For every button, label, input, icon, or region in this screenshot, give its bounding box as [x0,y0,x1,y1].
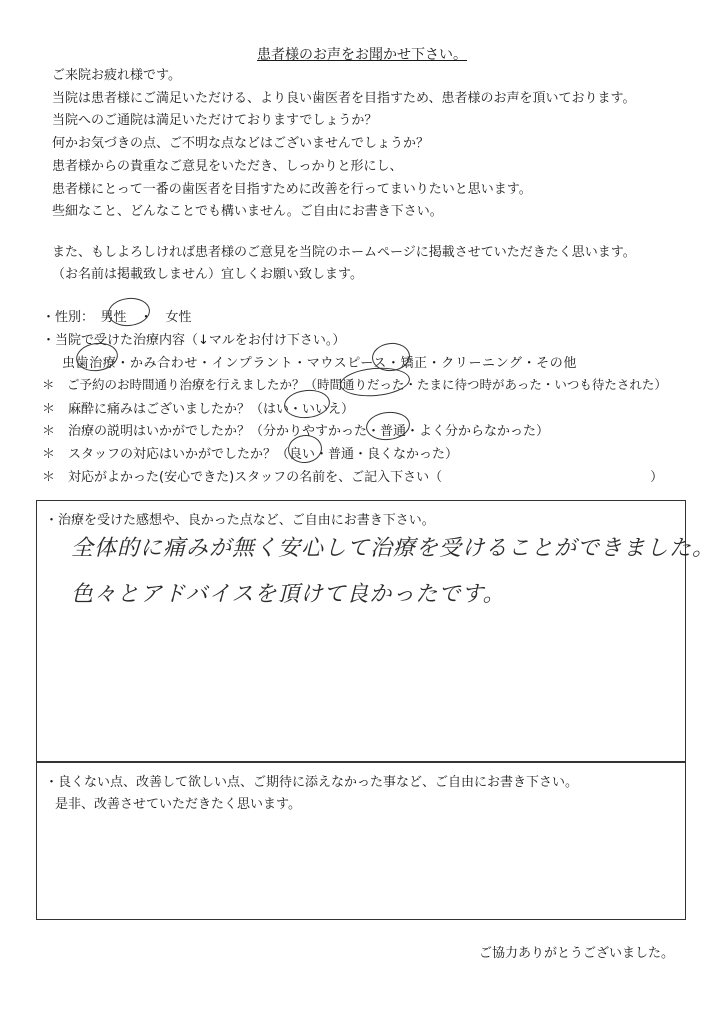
anesthesia-question[interactable]: ＊ 麻酔に痛みはございましたか？（はい・いいえ） [42,402,355,417]
handwritten-comment: 全体的に痛みが無く安心して治療を受けることができました。 [71,536,716,561]
form-title: 患者様のお声をお聞かせ下さい。 [257,47,467,63]
improvement-box-label: ・良くない点、改善して欲しい点、ご期待に添えなかった事など、ご自由にお書き下さい。 [45,775,579,790]
intro-line: 些細なこと、どんなことでも構いません。ご自由にお書き下さい。 [52,204,443,219]
intro-line: 患者様からの貴重なご意見をいただき、しっかりと形にし、 [52,159,403,174]
publish-line: また、もしよろしければ患者様のご意見を当院のホームページに掲載させていただきたく思います。 [52,245,636,260]
gender-question[interactable]: ・性別： 男性 ・ 女性 [42,310,192,325]
treatment-question: ・当院で受けた治療内容（↓マルをお付け下さい。） [42,333,346,348]
intro-line: 当院へのご通院は満足いただけておりますでしょうか？ [52,113,378,128]
closing-message: ご協力ありがとうございました。 [478,946,674,961]
intro-line: ご来院お疲れ様です。 [52,68,181,83]
intro-line: 当院は患者様にご満足いただける、より良い歯医者を目指すため、患者様のお声を頂いております。 [52,91,636,106]
treatment-options[interactable]: 虫歯治療・かみ合わせ・インプラント・マウスピース・矯正・クリーニング・その他 [62,356,577,371]
time-question[interactable]: ＊ ご予約のお時間通り治療を行えましたか？（時間通りだった・たまに待つ時があった・いつも待たされた） [42,377,667,392]
handwritten-comment: 色々とアドバイスを頂けて良かったです。 [71,582,506,607]
improvement-box[interactable] [36,762,686,920]
staff-name-question[interactable]: ＊ 対応がよかった(安心できた)スタッフの名前を、ご記入下さい（ ） [42,470,664,485]
intro-line: 患者様にとって一番の歯医者を目指すために改善を行ってまいりたいと思います。 [52,182,532,197]
publish-line: （お名前は掲載致しません）宜しくお願い致します。 [52,267,363,282]
comments-box[interactable] [36,500,716,762]
improvement-box-sublabel: 是非、改善させていただきたく思います。 [55,797,301,812]
comments-box-label: ・治療を受けた感想や、良かった点など、ご自由にお書き下さい。 [45,513,435,528]
intro-line: 何かお気づきの点、ご不明な点などはございませんでしょうか？ [52,136,430,151]
explanation-question[interactable]: ＊ 治療の説明はいかがでしたか？（分かりやすかった・普通・よく分からなかった） [42,424,550,439]
staff-question[interactable]: ＊ スタッフの対応はいかがでしたか？（良い・普通・良くなかった） [42,447,459,462]
